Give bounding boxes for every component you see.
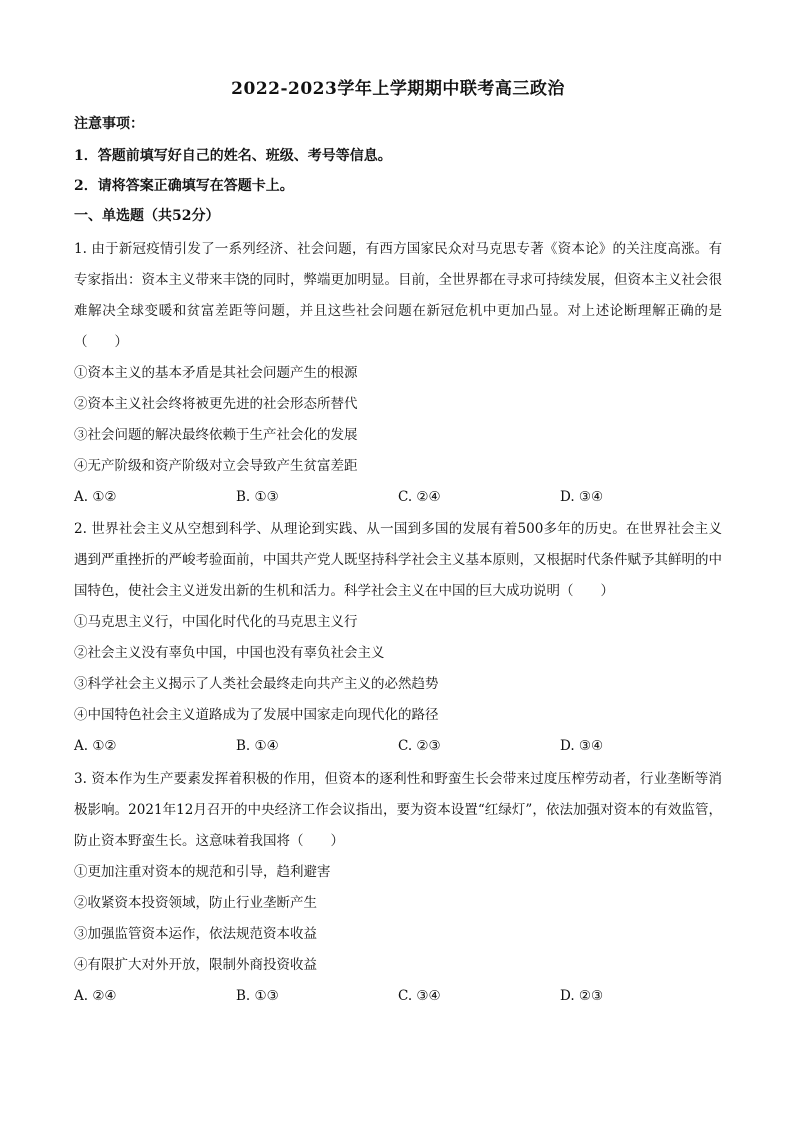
question-3-option-b[interactable]: B. ①③ — [236, 988, 279, 1004]
exam-page — [74, 0, 722, 1123]
question-2-option-a[interactable]: A. ①② — [74, 738, 117, 754]
question-2-statement-1: ①马克思主义行，中国化时代化的马克思主义行 — [74, 614, 358, 630]
question-2 — [74, 514, 722, 762]
question-2-stem: 2. 世界社会主义从空想到科学、从理论到实践、从一国到多国的发展有着500多年的历史。在世界社会主义遇到严重挫折的严峻考验面前，中国共产党人既坚持科学社会主义基本原则，又根据时代条件赋予其鲜明的中国特色，使社会主义迸发出新的生机和活力。科学社会主义在中国的巨大成功说明（ ） — [74, 521, 722, 599]
question-2-option-c[interactable]: C. ②③ — [398, 738, 441, 754]
question-3-statement-4: ④有限扩大对外开放，限制外商投资收益 — [74, 957, 317, 973]
question-3-statement-1: ①更加注重对资本的规范和引导，趋利避害 — [74, 864, 331, 880]
question-2-option-b[interactable]: B. ①④ — [236, 738, 279, 754]
exam-title: 2022-2023学年上学期期中联考高三政治 — [231, 79, 565, 99]
question-3-statement-3: ③加强监管资本运作，依法规范资本收益 — [74, 926, 317, 942]
question-1-statement-4: ④无产阶级和资产阶级对立会导致产生贫富差距 — [74, 458, 358, 474]
question-3-options — [74, 981, 722, 1012]
question-1-stem: 1. 由于新冠疫情引发了一系列经济、社会问题，有西方国家民众对马克思专著《资本论》的关注度高涨。有专家指出：资本主义带来丰饶的同时，弊端更加明显。目前，全世界都在寻求可持续发展，但资本主义社会很难解决全球变暖和贫富差距等问题，并且这些社会问题在新冠危机中更加凸显。对上述论断理解正确的是（ ） — [74, 241, 722, 350]
question-2-option-d[interactable]: D. ③④ — [560, 738, 604, 754]
question-1-statement-2: ②资本主义社会终将被更先进的社会形态所替代 — [74, 396, 358, 412]
question-1-statement-1: ①资本主义的基本矛盾是其社会问题产生的根源 — [74, 365, 358, 381]
question-3-statement-2: ②收紧资本投资领域，防止行业垄断产生 — [74, 895, 317, 911]
question-1-option-c[interactable]: C. ②④ — [398, 489, 441, 505]
question-1-option-a[interactable]: A. ①② — [74, 489, 117, 505]
notes-heading: 注意事项： — [74, 116, 144, 132]
question-1 — [74, 234, 722, 513]
question-3-option-d[interactable]: D. ②③ — [560, 988, 604, 1004]
section-heading: 一、单选题（共52分） — [74, 208, 220, 224]
question-2-statement-3: ③科学社会主义揭示了人类社会最终走向共产主义的必然趋势 — [74, 676, 439, 692]
question-2-options — [74, 731, 722, 762]
note-item-2: 2．请将答案正确填写在答题卡上。 — [74, 178, 294, 194]
question-1-statement-3: ③社会问题的解决最终依赖于生产社会化的发展 — [74, 427, 358, 443]
question-1-option-d[interactable]: D. ③④ — [560, 489, 604, 505]
question-3-stem: 3. 资本作为生产要素发挥着积极的作用，但资本的逐利性和野蛮生长会带来过度压榨劳动者，行业垄断等消极影响。2021年12月召开的中央经济工作会议指出，要为资本设置“红绿灯”，依法加强对资本的有效监管，防止资本野蛮生长。这意味着我国将（ ） — [74, 771, 722, 849]
note-item-1: 1．答题前填写好自己的姓名、班级、考号等信息。 — [74, 148, 392, 164]
question-2-statement-4: ④中国特色社会主义道路成为了发展中国家走向现代化的路径 — [74, 707, 439, 723]
question-3-option-a[interactable]: A. ②④ — [74, 988, 117, 1004]
question-1-options — [74, 482, 722, 513]
question-1-option-b[interactable]: B. ①③ — [236, 489, 279, 505]
question-3-option-c[interactable]: C. ③④ — [398, 988, 441, 1004]
question-3 — [74, 764, 722, 1012]
question-2-statement-2: ②社会主义没有辜负中国，中国也没有辜负社会主义 — [74, 645, 385, 661]
